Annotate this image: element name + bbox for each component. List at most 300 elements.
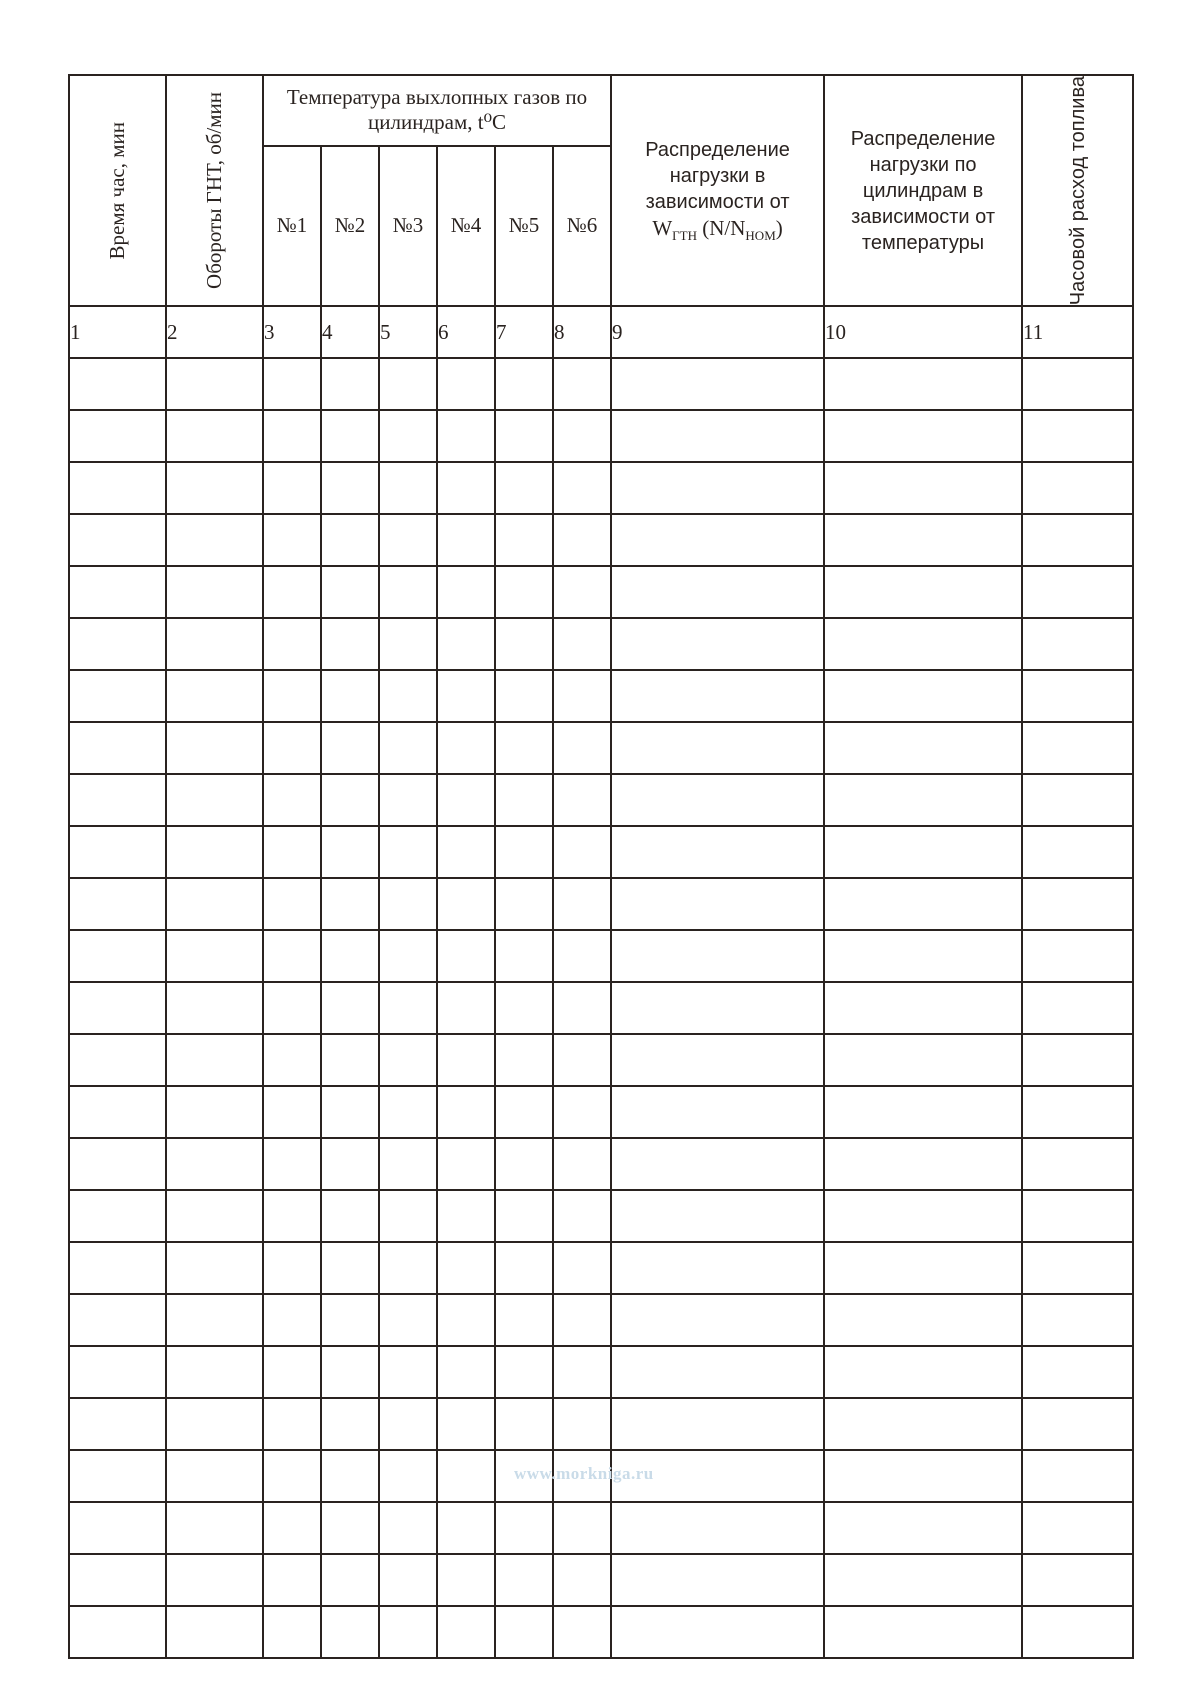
table-row	[69, 1190, 1133, 1242]
table-cell	[1022, 1138, 1133, 1190]
table-cell	[166, 566, 263, 618]
column-number: 2	[166, 306, 263, 358]
table-cell	[166, 618, 263, 670]
table-cell	[69, 514, 166, 566]
table-cell	[495, 1086, 553, 1138]
table-row	[69, 618, 1133, 670]
table-cell	[321, 878, 379, 930]
table-cell	[611, 774, 824, 826]
table-cell	[553, 878, 611, 930]
table-cell	[69, 878, 166, 930]
table-cell	[1022, 982, 1133, 1034]
table-cell	[611, 722, 824, 774]
table-cell	[824, 514, 1022, 566]
table-row	[69, 774, 1133, 826]
table-cell	[1022, 1242, 1133, 1294]
table-row	[69, 1606, 1133, 1658]
table-cell	[824, 774, 1022, 826]
table-cell	[437, 462, 495, 514]
table-cell	[263, 1294, 321, 1346]
table-cell	[553, 982, 611, 1034]
table-cell	[824, 1034, 1022, 1086]
table-cell	[379, 1398, 437, 1450]
table-cell	[495, 722, 553, 774]
table-cell	[69, 1450, 166, 1502]
table-cell	[495, 774, 553, 826]
table-cell	[379, 514, 437, 566]
engine-log-table	[68, 74, 1134, 1659]
table-cell	[69, 618, 166, 670]
table-cell	[437, 670, 495, 722]
table-cell	[379, 1294, 437, 1346]
table-cell	[379, 462, 437, 514]
table-cell	[437, 878, 495, 930]
table-cell	[437, 410, 495, 462]
header-fuel-consumption: Часовой расход топлива	[1022, 75, 1133, 306]
table-cell	[166, 1450, 263, 1502]
table-cell	[263, 1346, 321, 1398]
table-cell	[553, 1242, 611, 1294]
column-number: 8	[553, 306, 611, 358]
table-row	[69, 982, 1133, 1034]
table-cell	[166, 1086, 263, 1138]
table-cell	[166, 1346, 263, 1398]
table-cell	[611, 826, 824, 878]
table-cell	[263, 1138, 321, 1190]
table-cell	[379, 358, 437, 410]
column-number: 10	[824, 306, 1022, 358]
table-row	[69, 670, 1133, 722]
table-cell	[321, 1242, 379, 1294]
table-cell	[495, 982, 553, 1034]
table-cell	[263, 618, 321, 670]
table-cell	[263, 774, 321, 826]
table-cell	[437, 774, 495, 826]
table-cell	[321, 358, 379, 410]
table-row	[69, 566, 1133, 618]
table-cell	[437, 1398, 495, 1450]
table-cell	[553, 1034, 611, 1086]
table-cell	[263, 1190, 321, 1242]
table-cell	[166, 462, 263, 514]
table-cell	[69, 1554, 166, 1606]
table-row	[69, 1398, 1133, 1450]
table-cell	[263, 722, 321, 774]
table-cell	[1022, 1450, 1133, 1502]
column-number: 3	[263, 306, 321, 358]
load-formula: $W_{ГТН}$ $(N/N_{НОМ})$	[652, 215, 783, 243]
table-cell	[824, 982, 1022, 1034]
table-cell	[321, 1450, 379, 1502]
table-cell	[321, 1554, 379, 1606]
table-cell	[824, 722, 1022, 774]
table-row	[69, 514, 1133, 566]
table-cell	[553, 722, 611, 774]
table-cell	[379, 1138, 437, 1190]
table-cell	[1022, 722, 1133, 774]
table-cell	[1022, 1554, 1133, 1606]
table-cell	[495, 826, 553, 878]
table-cell	[1022, 618, 1133, 670]
table-cell	[321, 1398, 379, 1450]
table-cell	[611, 1606, 824, 1658]
table-cell	[166, 358, 263, 410]
table-cell	[379, 1086, 437, 1138]
table-cell	[321, 826, 379, 878]
table-cell	[553, 1138, 611, 1190]
watermark: www.morkniga.ru	[514, 1464, 654, 1483]
table-cell	[824, 1086, 1022, 1138]
table-cell	[437, 1450, 495, 1502]
table-cell	[166, 826, 263, 878]
table-cell	[263, 826, 321, 878]
table-cell	[437, 1606, 495, 1658]
table-cell	[553, 1554, 611, 1606]
table-cell	[379, 1502, 437, 1554]
table-cell	[69, 410, 166, 462]
table-cell	[379, 878, 437, 930]
header-time: Время час, мин	[69, 75, 166, 306]
table-cell	[495, 514, 553, 566]
table-cell	[824, 826, 1022, 878]
table-cell	[1022, 930, 1133, 982]
table-cell	[824, 1190, 1022, 1242]
table-cell	[437, 514, 495, 566]
table-cell	[166, 1190, 263, 1242]
table-cell	[69, 358, 166, 410]
table-cell	[611, 1294, 824, 1346]
table-cell	[166, 514, 263, 566]
table-cell	[553, 514, 611, 566]
table-cell	[69, 1398, 166, 1450]
table-cell	[824, 1502, 1022, 1554]
table-cell	[69, 1242, 166, 1294]
table-cell	[379, 826, 437, 878]
table-cell	[824, 618, 1022, 670]
table-cell	[69, 1346, 166, 1398]
table-cell	[495, 1502, 553, 1554]
table-cell	[495, 930, 553, 982]
table-cell	[1022, 1606, 1133, 1658]
table-cell	[166, 878, 263, 930]
table-row	[69, 930, 1133, 982]
table-row	[69, 1138, 1133, 1190]
table-cell	[495, 358, 553, 410]
table-cell	[553, 1086, 611, 1138]
table-cell	[379, 410, 437, 462]
header-cylinder-3: №3	[379, 146, 437, 307]
table-cell	[166, 670, 263, 722]
table-cell	[321, 566, 379, 618]
table-cell	[263, 1034, 321, 1086]
column-number: 9	[611, 306, 824, 358]
table-cell	[166, 1554, 263, 1606]
table-row	[69, 358, 1133, 410]
table-row	[69, 722, 1133, 774]
table-cell	[824, 878, 1022, 930]
table-cell	[321, 1190, 379, 1242]
table-cell	[263, 410, 321, 462]
table-cell	[437, 358, 495, 410]
table-cell	[321, 618, 379, 670]
table-row	[69, 1034, 1133, 1086]
table-cell	[437, 982, 495, 1034]
table-cell	[437, 1086, 495, 1138]
table-row	[69, 1294, 1133, 1346]
column-number: 1	[69, 306, 166, 358]
table-cell	[263, 358, 321, 410]
table-cell	[1022, 826, 1133, 878]
table-cell	[553, 410, 611, 462]
table-cell	[1022, 774, 1133, 826]
table-cell	[166, 1606, 263, 1658]
table-cell	[263, 1398, 321, 1450]
table-cell	[553, 1346, 611, 1398]
table-cell	[437, 1294, 495, 1346]
table-cell	[1022, 1190, 1133, 1242]
table-cell	[437, 1242, 495, 1294]
table-cell	[321, 982, 379, 1034]
table-cell	[321, 1138, 379, 1190]
table-row	[69, 1502, 1133, 1554]
table-cell	[379, 670, 437, 722]
table-cell	[824, 1606, 1022, 1658]
table-cell	[379, 1554, 437, 1606]
table-cell	[611, 1502, 824, 1554]
table-cell	[263, 930, 321, 982]
header-cylinder-2: №2	[321, 146, 379, 307]
table-cell	[495, 1242, 553, 1294]
header-exhaust-temperature: Температура выхлопных газов по цилиндрам, t⁰C	[263, 75, 611, 146]
table-cell	[553, 462, 611, 514]
table-cell	[611, 1554, 824, 1606]
table-cell	[495, 618, 553, 670]
table-cell	[553, 1294, 611, 1346]
table-row	[69, 1086, 1133, 1138]
table-cell	[263, 1502, 321, 1554]
table-cell	[69, 1502, 166, 1554]
table-cell	[495, 1346, 553, 1398]
table-cell	[495, 462, 553, 514]
table-cell	[1022, 1086, 1133, 1138]
table-cell	[553, 670, 611, 722]
table-cell	[824, 462, 1022, 514]
table-cell	[611, 670, 824, 722]
table-cell	[611, 462, 824, 514]
table-cell	[1022, 410, 1133, 462]
table-cell	[321, 1502, 379, 1554]
table-cell	[495, 1294, 553, 1346]
table-cell	[69, 1606, 166, 1658]
table-cell	[263, 514, 321, 566]
table-cell	[611, 410, 824, 462]
table-cell	[263, 1086, 321, 1138]
table-cell	[321, 722, 379, 774]
table-cell	[824, 1294, 1022, 1346]
table-cell	[263, 878, 321, 930]
table-cell	[437, 1554, 495, 1606]
table-cell	[553, 358, 611, 410]
table-cell	[1022, 1294, 1133, 1346]
table-cell	[553, 774, 611, 826]
table-cell	[1022, 878, 1133, 930]
table-cell	[824, 410, 1022, 462]
table-cell	[263, 982, 321, 1034]
table-row	[69, 462, 1133, 514]
table-cell	[321, 1346, 379, 1398]
table-cell	[166, 1138, 263, 1190]
table-cell	[553, 1502, 611, 1554]
table-cell	[824, 670, 1022, 722]
table-cell	[553, 1398, 611, 1450]
table-cell	[437, 1190, 495, 1242]
table-cell	[166, 1294, 263, 1346]
table-cell	[495, 878, 553, 930]
table-cell	[263, 1554, 321, 1606]
table-cell	[69, 670, 166, 722]
table-cell	[166, 1034, 263, 1086]
table-cell	[1022, 358, 1133, 410]
header-rpm: Обороты ГНТ, об/мин	[166, 75, 263, 306]
table-cell	[379, 1606, 437, 1658]
table-cell	[166, 1398, 263, 1450]
table-cell	[611, 358, 824, 410]
table-cell	[379, 1190, 437, 1242]
table-cell	[495, 1190, 553, 1242]
table-cell	[379, 774, 437, 826]
column-number: 11	[1022, 306, 1133, 358]
table-cell	[495, 1034, 553, 1086]
table-cell	[1022, 670, 1133, 722]
table-cell	[321, 1086, 379, 1138]
table-row	[69, 1346, 1133, 1398]
table-cell	[553, 1606, 611, 1658]
table-cell	[611, 1398, 824, 1450]
table-row	[69, 1554, 1133, 1606]
table-cell	[824, 1346, 1022, 1398]
table-cell	[495, 1554, 553, 1606]
table-cell	[321, 670, 379, 722]
table-cell	[1022, 462, 1133, 514]
table-cell	[69, 930, 166, 982]
table-cell	[321, 774, 379, 826]
table-cell	[437, 618, 495, 670]
table-cell	[166, 774, 263, 826]
table-cell	[611, 566, 824, 618]
column-number: 4	[321, 306, 379, 358]
table-cell	[611, 1138, 824, 1190]
table-cell	[437, 1502, 495, 1554]
table-cell	[611, 1086, 824, 1138]
table-cell	[1022, 514, 1133, 566]
table-cell	[553, 826, 611, 878]
column-number: 6	[437, 306, 495, 358]
table-row	[69, 878, 1133, 930]
table-cell	[379, 1346, 437, 1398]
table-cell	[263, 1242, 321, 1294]
table-cell	[166, 1242, 263, 1294]
table-cell	[321, 1034, 379, 1086]
table-cell	[379, 618, 437, 670]
table-cell	[263, 670, 321, 722]
table-cell	[69, 1138, 166, 1190]
table-cell	[69, 1294, 166, 1346]
table-cell	[824, 358, 1022, 410]
header-cylinder-5: №5	[495, 146, 553, 307]
table-cell	[611, 1034, 824, 1086]
column-number-row	[69, 306, 1133, 358]
table-row	[69, 1242, 1133, 1294]
table-cell	[1022, 1398, 1133, 1450]
table-cell	[69, 982, 166, 1034]
table-cell	[611, 1190, 824, 1242]
header-cylinder-6: №6	[553, 146, 611, 307]
table-cell	[166, 930, 263, 982]
table-cell	[553, 1190, 611, 1242]
table-cell	[824, 930, 1022, 982]
table-cell	[824, 1138, 1022, 1190]
table-cell	[553, 566, 611, 618]
table-cell	[1022, 566, 1133, 618]
table-cell	[321, 462, 379, 514]
table-cell	[321, 514, 379, 566]
table-cell	[69, 774, 166, 826]
table-cell	[166, 410, 263, 462]
table-cell	[611, 930, 824, 982]
table-cell	[495, 1606, 553, 1658]
header-cylinder-1: №1	[263, 146, 321, 307]
table-cell	[69, 1034, 166, 1086]
table-cell	[437, 826, 495, 878]
table-cell	[495, 410, 553, 462]
header-load-by-w: Распределение нагрузки в зависимости от $W_{ГТН}$ $(N/N_{НОМ})$	[611, 75, 824, 306]
table-cell	[166, 982, 263, 1034]
table-cell	[553, 618, 611, 670]
table-cell	[69, 566, 166, 618]
table-cell	[379, 1034, 437, 1086]
table-cell	[379, 930, 437, 982]
table-cell	[824, 1242, 1022, 1294]
column-number: 7	[495, 306, 553, 358]
column-number: 5	[379, 306, 437, 358]
table-cell	[495, 670, 553, 722]
table-cell	[611, 618, 824, 670]
header-load-by-temperature: Распределение нагрузки по цилиндрам в зависимости от температуры	[824, 75, 1022, 306]
table-cell	[611, 1346, 824, 1398]
table-cell	[69, 826, 166, 878]
table-cell	[495, 566, 553, 618]
table-cell	[263, 462, 321, 514]
table-cell	[69, 462, 166, 514]
table-row	[69, 410, 1133, 462]
table-cell	[321, 1606, 379, 1658]
table-cell	[263, 1606, 321, 1658]
table-cell	[69, 1190, 166, 1242]
table-cell	[321, 930, 379, 982]
table-cell	[321, 410, 379, 462]
table-cell	[824, 1450, 1022, 1502]
table-cell	[69, 722, 166, 774]
table-cell	[611, 878, 824, 930]
table-cell	[1022, 1034, 1133, 1086]
table-cell	[379, 722, 437, 774]
table-cell	[437, 1346, 495, 1398]
table-cell	[437, 722, 495, 774]
table-cell	[379, 982, 437, 1034]
table-cell	[824, 1554, 1022, 1606]
table-cell	[824, 1398, 1022, 1450]
table-cell	[611, 982, 824, 1034]
